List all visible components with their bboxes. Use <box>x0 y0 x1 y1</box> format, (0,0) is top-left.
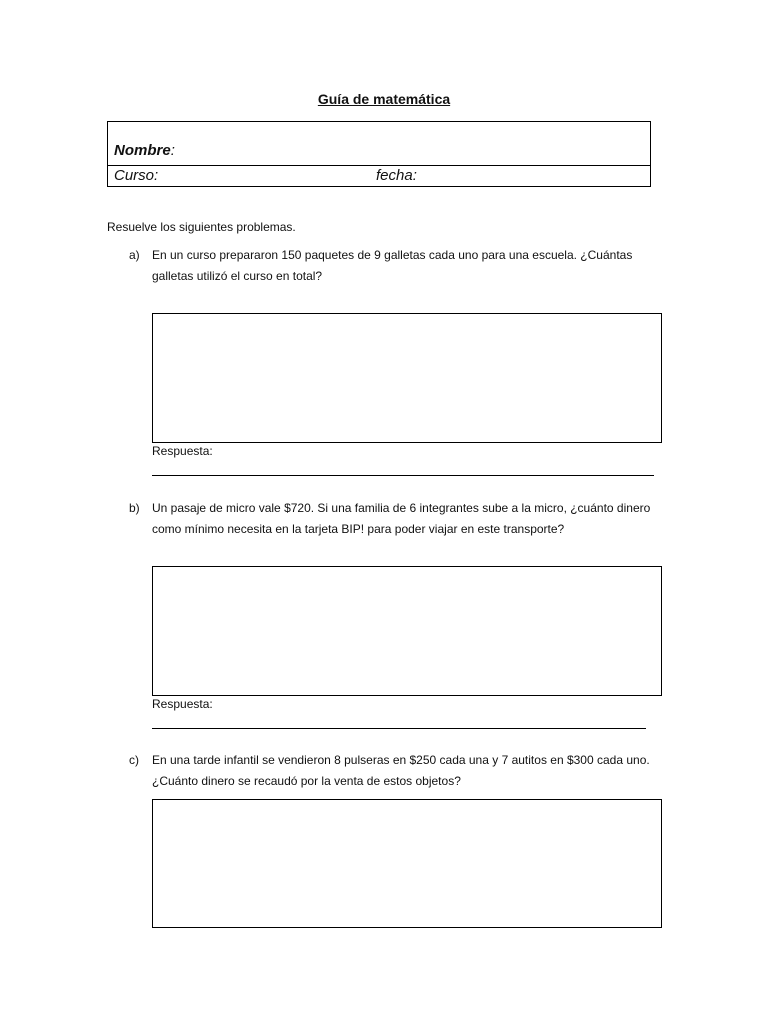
question-a-answer-line[interactable] <box>152 475 654 476</box>
question-b-answer-box[interactable] <box>152 566 662 696</box>
question-b-answer-line[interactable] <box>152 728 646 729</box>
curso-label: Curso: <box>114 167 159 184</box>
curso-fecha-row <box>108 166 650 187</box>
question-b-text: Un pasaje de micro vale $720. Si una familia de 6 integrantes sube a la micro, ¿cuánto dinero como mínimo necesita en la tarjeta BIP! para poder viajar en este transporte? <box>152 501 651 536</box>
nombre-row <box>108 122 650 166</box>
question-a-answer-label: Respuesta: <box>152 444 213 458</box>
question-c-text: En una tarde infantil se vendieron 8 pulseras en $250 cada una y 7 autitos en $300 cada uno. ¿Cuánto dinero se recaudó por la venta de estos objetos? <box>152 753 650 788</box>
question-a-letter: a) <box>129 248 140 262</box>
question-b-letter: b) <box>129 501 140 515</box>
question-a-text: En un curso prepararon 150 paquetes de 9 galletas cada uno para una escuela. ¿Cuántas galletas utilizó el curso en total? <box>152 248 633 283</box>
fecha-label: fecha: <box>376 167 417 184</box>
page-title: Guía de matemática <box>317 91 451 107</box>
question-a-answer-box[interactable] <box>152 313 662 443</box>
question-c-answer-box[interactable] <box>152 799 662 928</box>
question-c-letter: c) <box>129 753 139 767</box>
instructions: Resuelve los siguientes problemas. <box>107 220 296 234</box>
nombre-label: Nombre: <box>114 142 175 159</box>
question-b-answer-label: Respuesta: <box>152 697 213 711</box>
student-info-table <box>107 121 651 187</box>
